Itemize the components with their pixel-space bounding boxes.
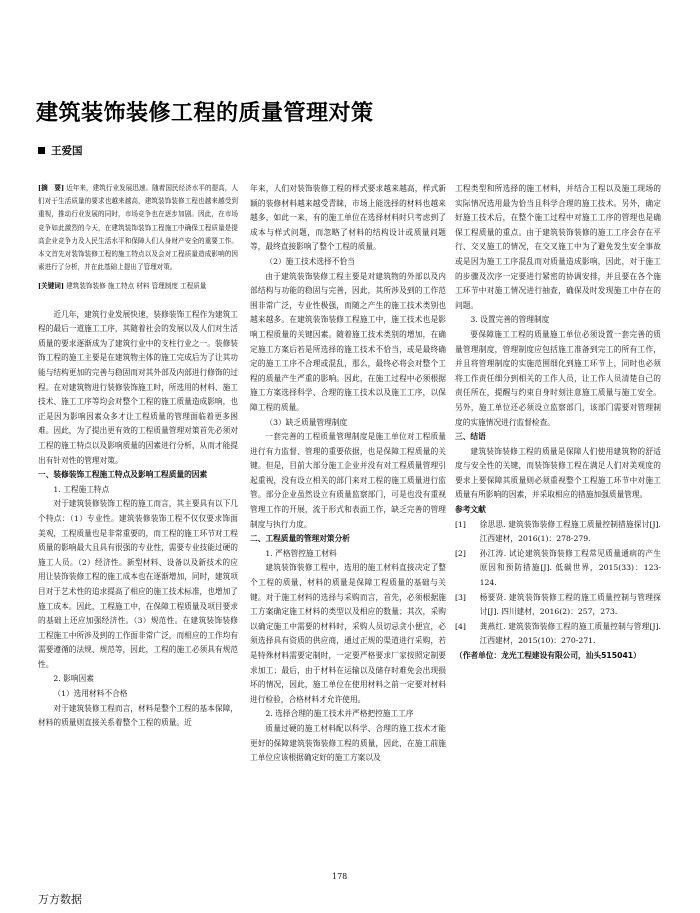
paragraph: 近几年，建筑行业发展快速，装修装饰工程作为建筑工程的最后一道施工工序，其随着社会的发展以及人们对生活质量的要求逐渐成为了建筑行业中的支柱行业之一。装修装饰工程的施工主要是在建筑物主体的施工完成后为了让其功能与结构更加的完善与稳固而对其外部及内部进行修饰的过程。在对建筑物进行装修装饰施工时，所选用的材料、施工技术、施工工序等均会对整个工程的施工质量造成影响，也正是因为影响因素众多才让工程质量的管理面临着更多困难。因此，为了提出更有效的工程质量管理对策首先必须对工程的施工特点以及影响质量的因素进行分析，从而才能提出有针对性的管理对策。 [38, 309, 238, 465]
paragraph: 建筑装饰装修工程中，选用的施工材料直接决定了整个工程的质量，材料的质量是保障工程质量的基础与关键。对于施工材料的选择与采购而言，首先，必须根据施工方案确定施工材料的类型以及相应的数量；其次，采购以确定施工中需要的材料时，采购人员切忌贪小便宜，必须选择具有资质的供应商，通过正规的渠道进行采购，若是特殊材料需要定制时，一定要严格要求厂家按照定制要求加工；最后，由于材料在运输以及储存时难免会出现损坏的情况，因此，施工单位在使用材料之前一定要对材料进行检验，合格材料才允许使用。 [250, 563, 446, 704]
author-line [38, 143, 83, 158]
column-3 [455, 182, 661, 664]
column-2 [250, 182, 446, 766]
section-heading: 一、装修装饰工程施工特点及影响工程质量的因素 [38, 470, 208, 480]
abstract-label: [摘 要] [38, 184, 65, 192]
subsection-heading: 2. 影响因素 [53, 674, 94, 684]
paragraph: 建筑装饰装修工程的质量是保障人们使用建筑物的舒适度与安全性的关键，而装饰装修工程在满足人们对美观度的要求上要保障其质量则必须重视整个工程施工环节中对施工质量有所影响的因素，并采取相应的措施加强质量管理。 [455, 446, 661, 500]
subsection-heading: （1）选用材料不合格 [53, 689, 128, 699]
reference-item: [2] 孙江涛. 试论建筑装饰装修工程常见质量通病的产生原因和预防措施[J]. 低碳世界，2015(33)：123-124. [455, 548, 661, 588]
page-title: 建筑装饰装修工程的质量管理对策 [36, 101, 374, 126]
keywords-label: [关键词] [38, 282, 65, 291]
paragraph: 质量过硬的施工材料配以科学、合理的施工技术才能更好的保障建筑装饰装修工程的质量，因此，在施工前施工单位应该根据确定好的施工方案以及 [250, 723, 446, 763]
square-bullet-icon [38, 147, 45, 154]
paragraph: 对于建筑装修工程而言，材料是整个工程的基本保障，材料的质量则直接关系着整个工程的质量。近 [38, 703, 238, 728]
reference-item: [1] 徐思思. 建筑装饰装修工程施工质量控制措施探讨[J]. 江西建材，2016(1)：278-279. [455, 519, 661, 544]
paragraph: 一套完善的工程质量管理制度是施工单位对工程质量进行有力监督、管理的重要依据，也是保障工程质量的关键。但是，目前大部分施工企业并没有对工程质量管理引起重视，没有设立相关的部门来对工程的施工质量进行监管。部分企业虽然设立有质量监察部门，可是也没有重视管理工作的开展，流于形式和表面工作，缺乏完善的管理制度与执行力度。 [250, 432, 446, 529]
section-heading: 三、结语 [455, 432, 486, 442]
paragraph: 年来，人们对装饰装修工程的样式要求越来越高，样式新颖的装修材料越来越受青睐，市场上能选择的材料也越来越多，如此一来，有的施工单位在选择材料时只考虑到了成本与样式问题，而忽略了材料的结构设计或质量问题等，最终直接影响了整个工程的质量。 [250, 184, 446, 252]
paragraph: 对于建筑装修装饰工程的施工而言，其主要具有以下几个特点：（1）专业性。建筑装修装饰工程不仅仅要求饰面美观，工程质量也是非常重要的，而工程的施工环节对工程质量的影响最大且具有很强的专业性，需要专业技能过硬的施工人员。（2）经济性。新型材料、设备以及新技术的应用让装饰装修工程的施工成本也在逐渐增加，同时，建筑项目对于艺术性的追求提高了相应的施工技术标准，也增加了施工成本。因此，工程施工中，在保障工程质量及项目要求的基础上还应加强经济性。（3）规范性。在建筑装饰装修工程施工中所涉及到的工作面非常广泛，而相应的工作均有需要遵循的法规、规范等，因此，工程的施工必须具有规范性。 [38, 499, 238, 669]
section-heading: 二、工程质量的管理对策分析 [250, 534, 350, 544]
author-name: 王爱国 [51, 145, 83, 157]
subsection-heading: 3. 设置完善的管理制度 [470, 315, 550, 325]
column-1 [38, 182, 238, 731]
abstract [38, 182, 238, 274]
references-heading: 参考文献 [455, 505, 486, 515]
paragraph: 由于建筑装饰装修工程主要是对建筑物的外部以及内部结构与功能的稳固与完善，因此，其所涉及到的工作范围非常广泛，专业性极强，而随之产生的施工技术类别也越来越多。在建筑装饰装修工程施工中，施工技术也是影响工程质量的关键因素。随着施工技术类别的增加，在确定施工方案后若是所选择的施工技术不恰当，或是最终确定的施工工序不合理或混乱，那么，最终必将会对整个工程的质量产生严重的影响。因此，在施工过程中必须根据施工方案选择科学、合理的施工技术以及施工工序，以保障工程的质量。 [250, 271, 446, 412]
reference-item: [3] 杨要贤. 建筑装饰装修工程的施工质量控制与管理探讨[J]. 四川建材，2016(2)：257，273. [455, 592, 661, 617]
subsection-heading: 2. 选择合理的施工技术并严格把控施工工序 [265, 709, 414, 719]
keywords: [关键词] 建筑装饰装修 施工特点 材料 管理制度 工程质量 [38, 282, 207, 291]
author-affiliation: （作者单位：龙光工程建设有限公司，汕头515041） [455, 651, 641, 660]
subsection-heading: 1. 严格管控施工材料 [265, 548, 337, 558]
watermark: 万方数据 [38, 893, 82, 906]
reference-item: [4] 龚燕红. 建筑装饰装修工程的施工质量控制与管理[J]. 江西建材，2015(10)：270-271. [455, 621, 661, 646]
subsection-heading: 1. 工程施工特点 [53, 484, 110, 494]
subsection-heading: （3）缺乏质量管理制度 [265, 417, 348, 427]
abstract-text: [摘 要] 近年来，建筑行业发展迅速。随着国民经济水平的提高，人们对于生活质量的要求也越来越高，建筑装饰装修工程也越来越受到重视，推动行业发展的同时，市场竞争也在逐步加剧。因此，在市场竞争如此激烈的今天，在建筑装饰装饰工程施工中确保工程质量是提高企业竞争力及人民生活水平和保障人们人身财产安全的重要工作。本文首先对装饰装修工程的施工特点以及会对工程质量造成影响的因素进行了分析，并在此基础上提出了管理对策。 [38, 184, 238, 272]
page-number: 178 [332, 872, 348, 881]
paragraph: 工程类型和所选择的施工材料，并结合工程以及施工现场的实际情况选用最为恰当且科学合理的施工技术。另外，确定好施工技术后，在整个施工过程中对施工工序的管理也是确保工程质量的重点。由于建筑装饰装修的施工工序会存在平行、交叉施工的情况，在交叉施工中为了避免发生安全事故或是因为施工工序混乱而对质量造成影响，因此，对于施工的步骤及次序一定要进行紧密的协调安排，并且要在各个施工环节中对施工情况进行抽查，确保及时发现施工中存在的问题。 [455, 184, 661, 310]
paragraph: 要保障施工工程的质量施工单位必须设置一套完善的质量管理制度，管理制度应包括施工准备到完工的所有工作，并且将管理制度的实施范围细化到施工环节上，同时也必须将工作责任细分到相关的工作人员，让工作人员清楚自己的责任所在，提醒与约束自身时刻注意施工质量与施工安全。另外，施工单位还必须设立监察部门，该部门需要对管理制度的实施情况进行监督检查。 [455, 329, 661, 427]
subsection-heading: （2）施工技术选择不恰当 [265, 256, 355, 266]
